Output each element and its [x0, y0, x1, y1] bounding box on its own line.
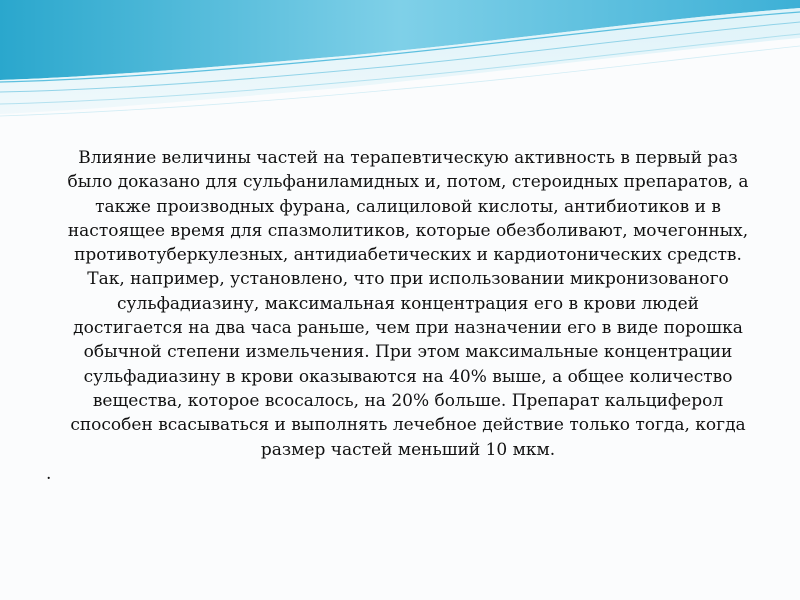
wave-header-decoration [0, 0, 800, 140]
trailing-period: . [46, 464, 52, 484]
slide-body-text: Влияние величины частей на терапевтическую активность в первый раз было доказано для сульфаниламидных и, потом, стероидных препаратов, а также производных фурана, салициловой кислоты, антибиотиков и в настоящее время для спазмолитиков, которые обезболивают, мочегонных, противотуберкулезных, антидиабетических и кардиотонических средств. Так, например, установлено, что при использовании микронизованого сульфадиазину, максимальная концентрация его в крови людей достигается на два часа раньше, чем при назначении его в виде порошка обычной степени измельчения. При этом максимальные концентрации сульфадиазину в крови оказываются на 40% выше, а общее количество вещества, которое всосалось, на 20% больше. Препарат кальциферол способен всасываться и выполнять лечебное действие только тогда, когда размер частей меньший 10 мкм. [67, 148, 749, 460]
